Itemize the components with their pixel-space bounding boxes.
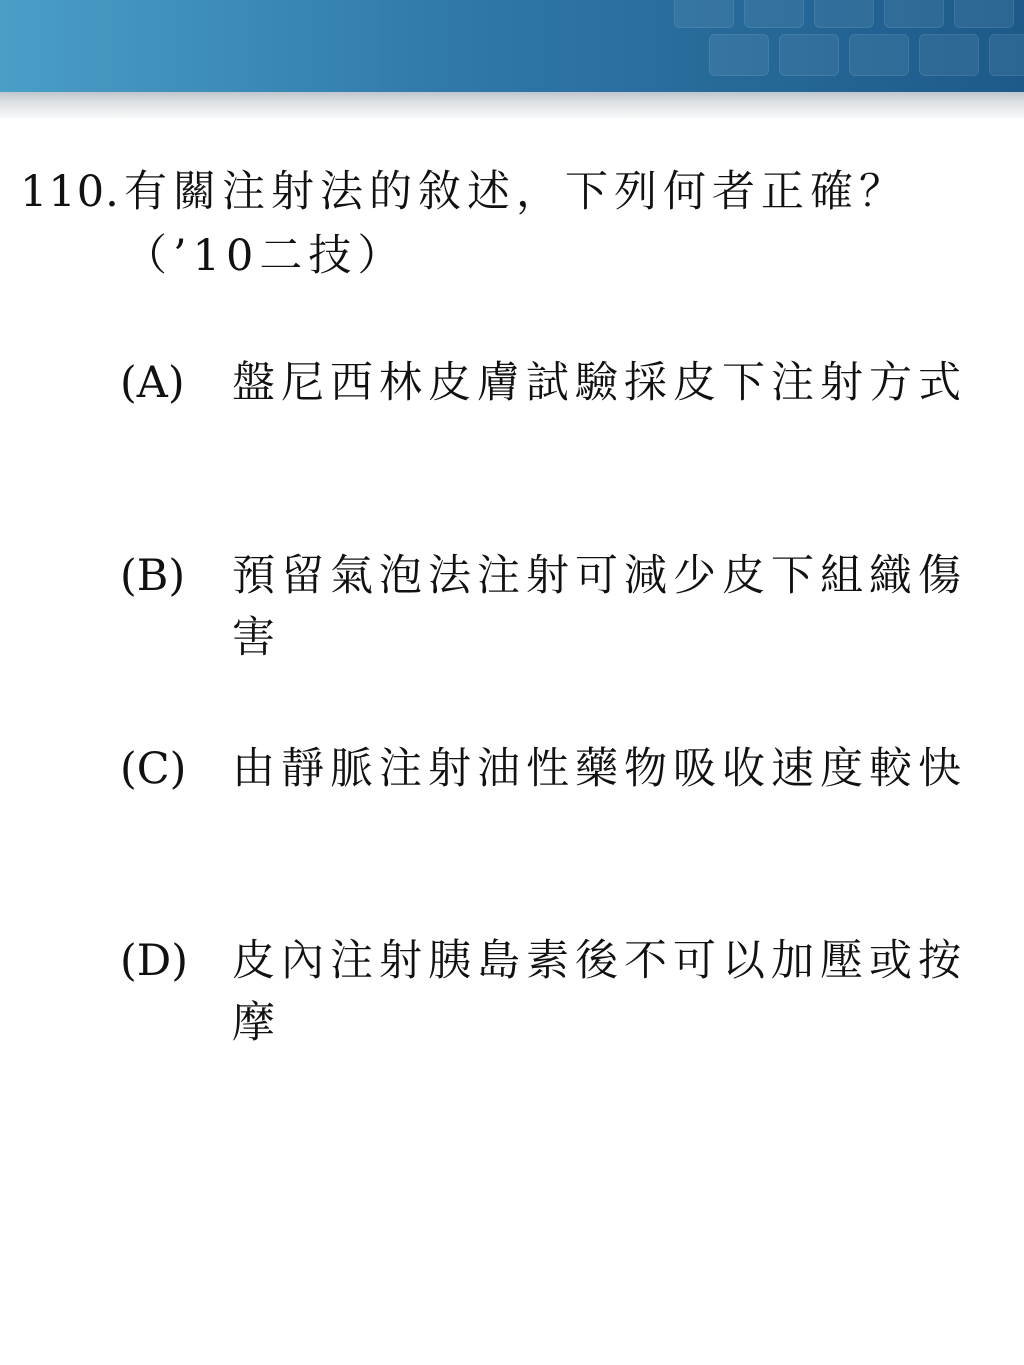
option-text: 由靜脈注射油性藥物吸收速度較快 <box>232 744 967 794</box>
option-text: 預留氣泡法注射可減少皮下組織傷害 <box>232 551 967 663</box>
question-source: （’10二技） <box>124 231 407 281</box>
question-number: 110. <box>20 167 120 217</box>
header-banner <box>0 0 1024 92</box>
option-label: (B) <box>120 551 186 601</box>
header-tile-pattern <box>664 0 1024 92</box>
option-label: (C) <box>120 744 187 794</box>
option-label: (A) <box>120 358 185 408</box>
question-text: 有關注射法的敘述，下列何者正確？ <box>124 167 908 217</box>
option-label: (D) <box>120 936 189 986</box>
option-text: 盤尼西林皮膚試驗採皮下注射方式 <box>232 358 967 408</box>
option-text: 皮內注射胰島素後不可以加壓或按摩 <box>232 936 967 1048</box>
header-divider <box>0 92 1024 118</box>
